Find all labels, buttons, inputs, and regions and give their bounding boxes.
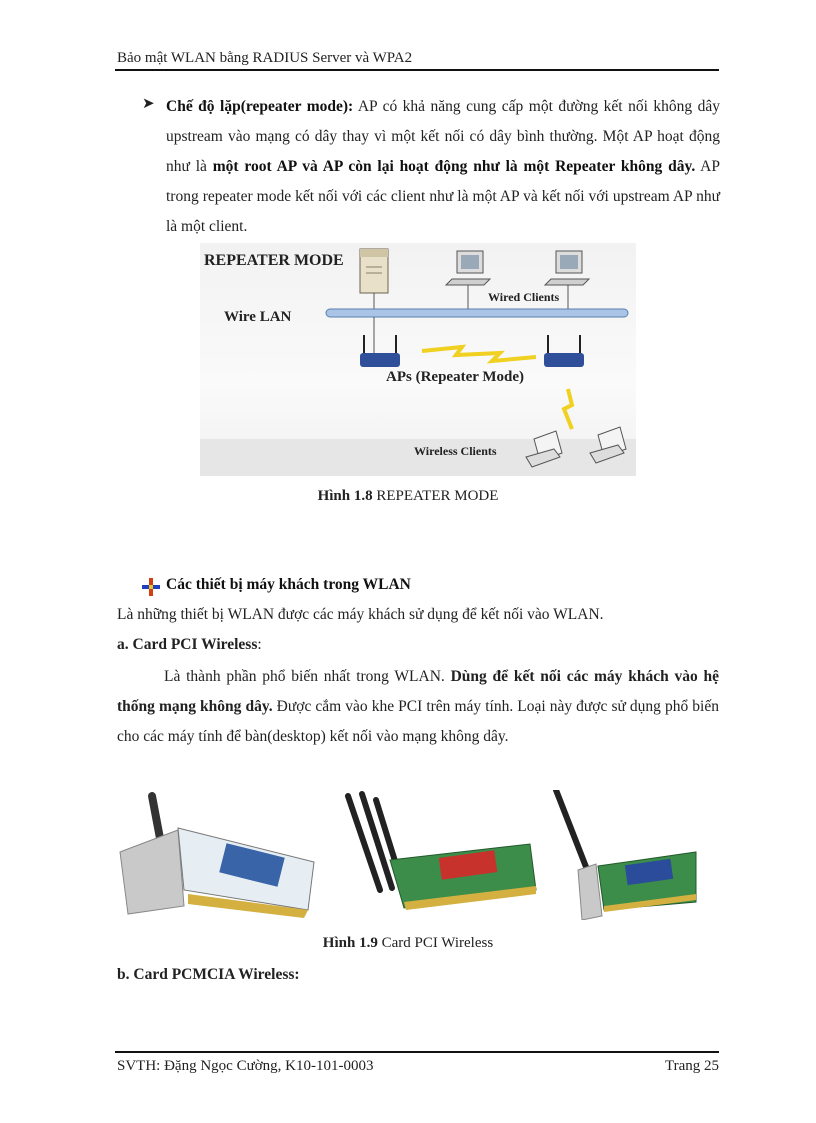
repeater-mode-diagram bbox=[200, 243, 636, 476]
wire-lan-label: Wire LAN bbox=[224, 309, 292, 325]
figure-title: REPEATER MODE bbox=[204, 252, 344, 269]
page-number: Trang 25 bbox=[664, 1058, 719, 1074]
wired-clients-label: Wired Clients bbox=[488, 290, 560, 304]
access-point-icon-2 bbox=[544, 335, 584, 367]
repeater-text3: AP trong repeater mode kết nối với các client như là một AP và kết nối với upstream AP như là một client. bbox=[166, 158, 720, 235]
wireless-clients-label: Wireless Clients bbox=[414, 444, 497, 458]
server-icon bbox=[360, 249, 388, 311]
aps-label: APs (Repeater Mode) bbox=[386, 369, 525, 385]
access-point-icon bbox=[360, 317, 400, 367]
repeater-text1: AP có khả năng cung cấp một đường kết nối không dây upstream vào mạng có dây thay vì một kết nối có dây bình thường. Một AP hoạt động như là bbox=[166, 98, 720, 175]
card-pci-paragraph: Là thành phần phổ biến nhất trong WLAN. Dùng để kết nối các máy khách vào hệ thống mạng không dây. Được cắm vào khe PCI trên máy tính. Loại này được sử dụng phổ biến cho các máy tính để bàn(desktop) kết nối vào mạng không dây. bbox=[117, 668, 719, 745]
lan-bus bbox=[326, 309, 628, 317]
header-rule bbox=[115, 69, 719, 71]
repeater-mode-paragraph bbox=[166, 92, 720, 242]
card-pcmcia-heading: b. Card PCMCIA Wireless: bbox=[117, 966, 300, 983]
wired-client-pc-icon bbox=[446, 251, 490, 311]
section-intro: Là những thiết bị WLAN được các máy khách sử dụng để kết nối vào WLAN. bbox=[117, 606, 604, 623]
footer-rule bbox=[115, 1051, 719, 1053]
footer-author: SVTH: Đặng Ngọc Cường, K10-101-0003 bbox=[117, 1058, 374, 1074]
section-title: Các thiết bị máy khách trong WLAN bbox=[166, 576, 411, 593]
figure-1-9-caption: Hình 1.9 Card PCI Wireless bbox=[322, 935, 494, 951]
pci-card-photo-2 bbox=[340, 790, 538, 920]
pci-card-photo-1 bbox=[118, 790, 328, 920]
arrow-bullet-icon: ➤ bbox=[142, 96, 155, 112]
figure-1-8-caption: Hình 1.8 REPEATER MODE bbox=[317, 488, 499, 504]
header-title: Bảo mật WLAN bằng RADIUS Server và WPA2 bbox=[117, 50, 413, 66]
repeater-lead: Chế độ lặp(repeater mode): bbox=[166, 98, 354, 115]
repeater-bold2: một root AP và AP còn lại hoạt động như là một Repeater không dây. bbox=[212, 158, 696, 175]
repeater-mode-figure bbox=[200, 243, 636, 476]
wireless-link-icon bbox=[422, 347, 536, 361]
cross-bullet-icon bbox=[142, 578, 160, 596]
card-pci-heading: a. Card PCI Wireless: bbox=[117, 636, 262, 653]
wireless-link-icon-2 bbox=[564, 389, 572, 429]
repeater-mode-bullet bbox=[142, 92, 720, 242]
pci-card-photo-3 bbox=[548, 790, 698, 920]
